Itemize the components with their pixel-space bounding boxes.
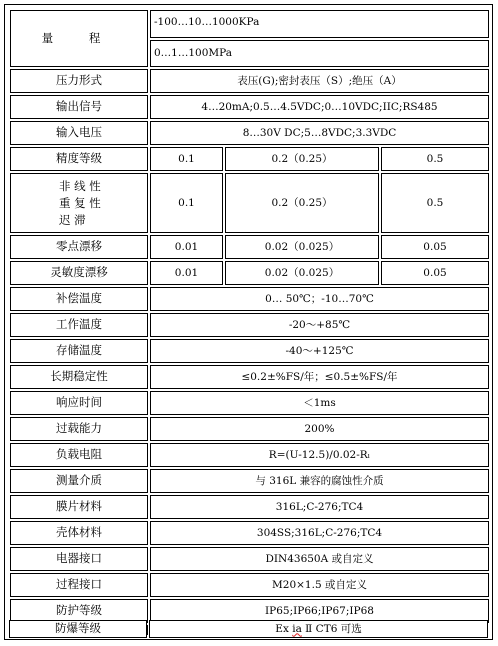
input-voltage-value: 8…30V DC;5…8VDC;3.3VDC	[150, 121, 489, 145]
sensitivity-drift-value-1: 0.01	[150, 261, 223, 285]
load-resistance-value: R=(U-12.5)/0.02-Rₗ	[150, 443, 489, 467]
accuracy-value-2: 0.2（0.25）	[225, 147, 379, 171]
output-signal-value: 4…20mA;0.5…4.5VDC;0…10VDC;IIC;RS485	[150, 95, 489, 119]
storage-temp-value: -40～+125℃	[150, 339, 489, 363]
compensation-temp-value: 0… 50℃；-10…70℃	[150, 287, 489, 311]
linearity-label-line: 非 线 性	[59, 178, 101, 193]
zero-drift-value-1: 0.01	[150, 235, 223, 259]
diaphragm-material-label: 膜片材料	[10, 495, 148, 519]
accuracy-value-3: 0.5	[381, 147, 489, 171]
response-time-value: ＜1ms	[150, 391, 489, 415]
linearity-label	[10, 173, 148, 233]
hysteresis-label-line: 迟 滞	[59, 212, 86, 227]
zero-drift-value-3: 0.05	[381, 235, 489, 259]
explosion-proof-suffix: Ⅱ CT6 可选	[301, 622, 362, 635]
diaphragm-material-value: 316L;C-276;TC4	[150, 495, 489, 519]
repeatability-label-line: 重 复 性	[59, 195, 101, 210]
output-signal-label: 输出信号	[10, 95, 148, 119]
accuracy-value-1: 0.1	[150, 147, 223, 171]
ip-rating-label: 防护等级	[10, 599, 148, 623]
pressure-type-label: 压力形式	[10, 69, 148, 93]
medium-value: 与 316L 兼容的腐蚀性介质	[150, 469, 489, 493]
input-voltage-label: 输入电压	[10, 121, 148, 145]
load-resistance-label: 负载电阻	[10, 443, 148, 467]
overload-label: 过载能力	[10, 417, 148, 441]
housing-material-label: 壳体材料	[10, 521, 148, 545]
range-value-kpa: -100…10…1000KPa	[150, 10, 489, 38]
stability-label: 长期稳定性	[10, 365, 148, 389]
zero-drift-label: 零点漂移	[10, 235, 148, 259]
sensitivity-drift-label: 灵敏度漂移	[10, 261, 148, 285]
working-temp-label: 工作温度	[10, 313, 148, 337]
linearity-value-3: 0.5	[381, 173, 489, 233]
sensitivity-drift-value-3: 0.05	[381, 261, 489, 285]
spec-table	[4, 4, 493, 640]
sensitivity-drift-value-2: 0.02（0.025）	[225, 261, 379, 285]
stability-value: ≤0.2±%FS/年；≤0.5±%FS/年	[150, 365, 489, 389]
explosion-proof-prefix: Ex	[275, 622, 293, 635]
range-value-mpa: 0…1…100MPa	[150, 40, 489, 67]
electrical-connection-value: DIN43650A 或自定义	[150, 547, 489, 571]
explosion-proof-mark: ia	[292, 622, 302, 635]
linearity-value-1: 0.1	[150, 173, 223, 233]
explosion-proof-label: 防爆等级	[9, 620, 147, 638]
accuracy-label: 精度等级	[10, 147, 148, 171]
working-temp-value: -20～+85℃	[150, 313, 489, 337]
overload-value: 200%	[150, 417, 489, 441]
compensation-temp-label: 补偿温度	[10, 287, 148, 311]
explosion-proof-value	[149, 620, 488, 638]
response-time-label: 响应时间	[10, 391, 148, 415]
pressure-type-value: 表压(G);密封表压（S）;绝压（A）	[150, 69, 489, 93]
range-label: 量 程	[10, 10, 148, 67]
housing-material-value: 304SS;316L;C-276;TC4	[150, 521, 489, 545]
zero-drift-value-2: 0.02（0.025）	[225, 235, 379, 259]
medium-label: 测量介质	[10, 469, 148, 493]
process-connection-value: M20×1.5 或自定义	[150, 573, 489, 597]
process-connection-label: 过程接口	[10, 573, 148, 597]
storage-temp-label: 存储温度	[10, 339, 148, 363]
ip-rating-value: IP65;IP66;IP67;IP68	[150, 599, 489, 623]
electrical-connection-label: 电器接口	[10, 547, 148, 571]
linearity-value-2: 0.2（0.25）	[225, 173, 379, 233]
